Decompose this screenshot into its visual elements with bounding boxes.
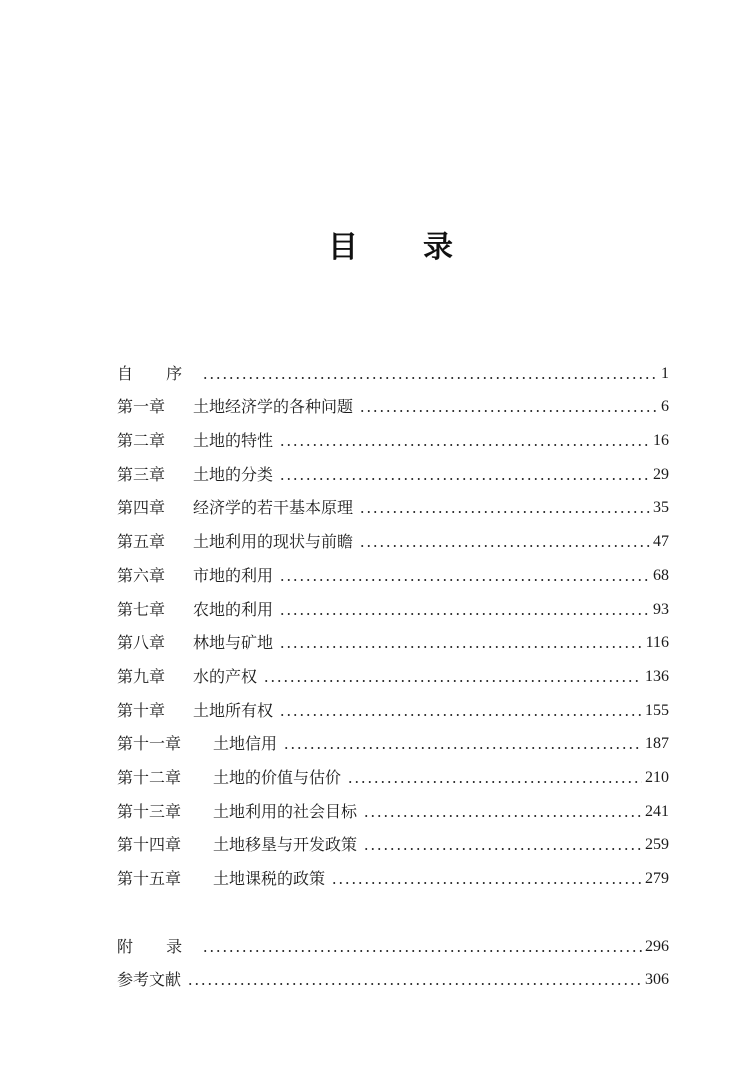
- toc-entry-chapter-15[interactable]: [117, 856, 669, 890]
- chapter-number: 第十三章: [117, 801, 182, 821]
- toc-entry-preface[interactable]: [117, 351, 669, 385]
- chapter-number: 第七章: [117, 599, 166, 619]
- toc-entry-page: 210: [645, 768, 669, 786]
- toc-entry-page: 68: [653, 566, 669, 584]
- toc-entry-label: [117, 430, 273, 452]
- toc-entry-page: 296: [645, 937, 669, 955]
- dot-leader: [331, 881, 642, 885]
- toc-entry-label: [117, 632, 273, 654]
- chapter-number: 第八章: [117, 633, 166, 653]
- chapter-title: 土地利用的现状与前瞻: [193, 532, 354, 552]
- toc-entry-label: [117, 700, 273, 722]
- toc-entry-page: 35: [653, 499, 669, 517]
- toc-entry-label: [117, 363, 196, 385]
- toc-entry-label: [117, 464, 273, 486]
- toc-entry-label: [117, 868, 325, 890]
- dot-leader: [347, 780, 642, 784]
- toc-entry-chapter-11[interactable]: [117, 722, 669, 756]
- toc-entry-chapter-4[interactable]: [117, 486, 669, 520]
- chapter-title: 土地信用: [213, 734, 278, 754]
- chapter-number: 第四章: [117, 498, 166, 518]
- table-of-contents: [117, 351, 669, 890]
- toc-entry-page: 155: [645, 701, 669, 719]
- dot-leader: [279, 477, 650, 481]
- toc-entry-label: [117, 767, 341, 789]
- dot-leader: [279, 578, 650, 582]
- toc-entry-label: [117, 396, 353, 418]
- toc-entry-chapter-10[interactable]: [117, 688, 669, 722]
- toc-entry-label: [117, 497, 353, 519]
- toc-entry-chapter-6[interactable]: [117, 553, 669, 587]
- dot-leader: [263, 679, 642, 683]
- dot-leader: [279, 713, 642, 717]
- toc-entry-title: 附 录: [117, 936, 197, 956]
- chapter-title: 土地经济学的各种问题: [193, 397, 354, 417]
- dot-leader: [187, 982, 642, 986]
- dot-leader: [283, 746, 642, 750]
- page-title: [0, 222, 750, 272]
- page-title-char-2: 录: [423, 230, 453, 265]
- toc-entry-chapter-1[interactable]: [117, 385, 669, 419]
- page-title-char-1: 目: [328, 230, 358, 265]
- toc-entry-page: 47: [653, 533, 669, 551]
- chapter-number: 第六章: [117, 565, 166, 585]
- dot-leader: [359, 544, 650, 548]
- toc-entry-page: 29: [653, 465, 669, 483]
- dot-leader: [279, 645, 643, 649]
- toc-entry-chapter-8[interactable]: [117, 621, 669, 655]
- toc-entry-chapter-14[interactable]: [117, 823, 669, 857]
- chapter-number: 第一章: [117, 397, 166, 417]
- toc-entry-label: [117, 801, 357, 823]
- toc-entry-chapter-5[interactable]: [117, 519, 669, 553]
- toc-entry-page: 93: [653, 600, 669, 618]
- chapter-number: 第十五章: [117, 869, 182, 888]
- dot-leader: [279, 443, 650, 447]
- toc-entry-page: 187: [645, 735, 669, 753]
- toc-entry-label: [117, 599, 273, 621]
- toc-entry-page: 116: [645, 634, 669, 652]
- chapter-number: 第十二章: [117, 767, 182, 787]
- toc-entry-label: [117, 733, 277, 755]
- toc-entry-title: 自 序: [117, 363, 197, 383]
- toc-entry-chapter-12[interactable]: [117, 755, 669, 789]
- dot-leader: [363, 847, 642, 851]
- toc-entry-page: 306: [645, 971, 669, 989]
- toc-entry-chapter-9[interactable]: [117, 654, 669, 688]
- toc-entry-chapter-2[interactable]: [117, 418, 669, 452]
- chapter-title: 土地的分类: [193, 464, 274, 484]
- chapter-number: 第九章: [117, 666, 166, 686]
- chapter-number: 第十四章: [117, 835, 182, 855]
- toc-entry-page: 279: [645, 870, 669, 887]
- toc-entry-page: 259: [645, 836, 669, 854]
- chapter-number: 第十一章: [117, 734, 182, 754]
- dot-leader: [279, 612, 650, 616]
- toc-entry-references[interactable]: [117, 958, 669, 992]
- toc-entry-label: [117, 666, 257, 688]
- chapter-number: 第二章: [117, 431, 166, 451]
- toc-entry-page: 6: [661, 398, 669, 416]
- chapter-title: 土地课税的政策: [213, 869, 326, 888]
- chapter-title: 土地所有权: [193, 700, 274, 720]
- chapter-number: 第三章: [117, 464, 166, 484]
- toc-entry-appendix[interactable]: [117, 924, 669, 958]
- chapter-title: 土地移垦与开发政策: [213, 835, 358, 855]
- chapter-title: 市地的利用: [193, 565, 274, 585]
- toc-back-matter: [117, 924, 669, 991]
- toc-entry-title: 参考文献: [117, 970, 182, 990]
- chapter-title: 水的产权: [193, 666, 258, 686]
- chapter-title: 农地的利用: [193, 599, 274, 619]
- toc-entry-page: 1: [661, 364, 669, 382]
- dot-leader: [202, 949, 642, 953]
- dot-leader: [202, 376, 658, 380]
- chapter-title: 土地的价值与估价: [213, 767, 342, 787]
- dot-leader: [359, 409, 658, 413]
- chapter-title: 林地与矿地: [193, 633, 274, 653]
- dot-leader: [363, 814, 642, 818]
- toc-entry-chapter-7[interactable]: [117, 587, 669, 621]
- chapter-number: 第十章: [117, 700, 166, 720]
- chapter-title: 土地的特性: [193, 431, 274, 451]
- toc-entry-page: 241: [645, 802, 669, 820]
- toc-entry-chapter-13[interactable]: [117, 789, 669, 823]
- dot-leader: [359, 510, 650, 514]
- toc-entry-label: [117, 565, 273, 587]
- toc-entry-page: 136: [645, 667, 669, 685]
- toc-entry-label: [117, 834, 357, 856]
- chapter-number: 第五章: [117, 532, 166, 552]
- toc-entry-page: 16: [653, 432, 669, 450]
- chapter-title: 土地利用的社会目标: [213, 801, 358, 821]
- chapter-title: 经济学的若干基本原理: [193, 498, 354, 518]
- toc-entry-label: [117, 531, 353, 553]
- toc-entry-label: [117, 969, 181, 991]
- toc-entry-label: [117, 936, 196, 958]
- toc-entry-chapter-3[interactable]: [117, 452, 669, 486]
